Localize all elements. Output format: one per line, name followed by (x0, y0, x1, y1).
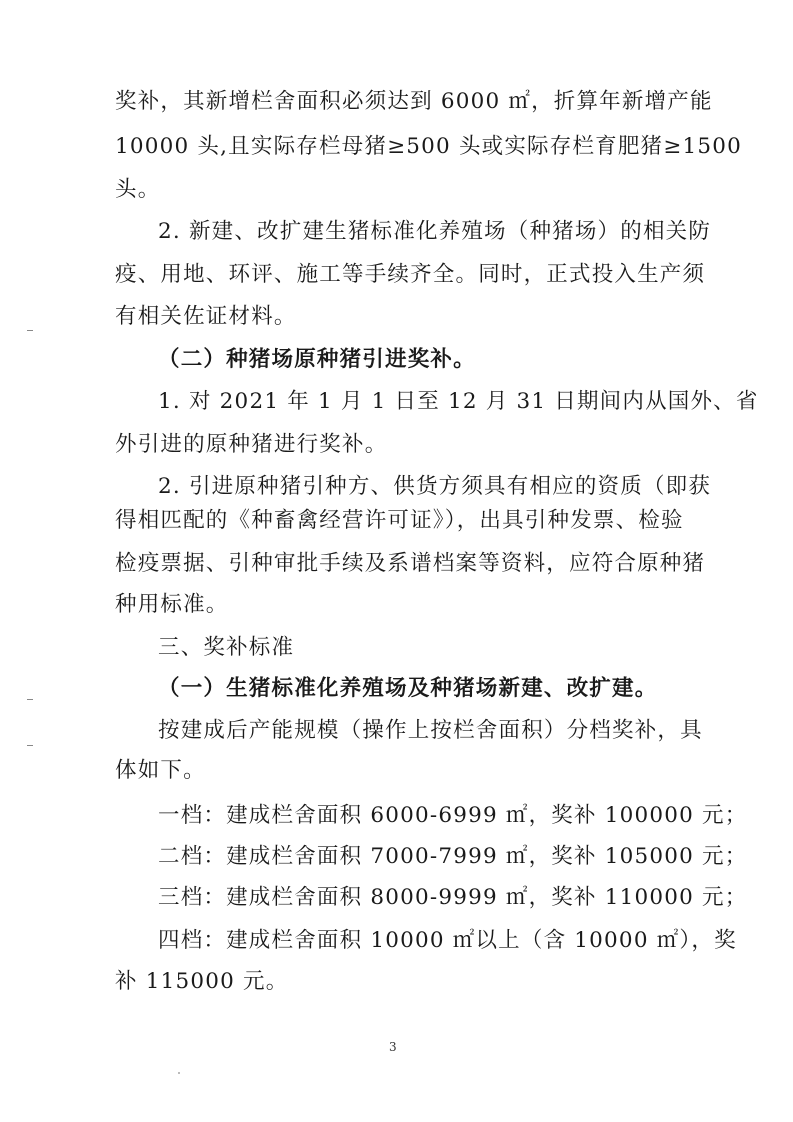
text-line: 按建成后产能规模（操作上按栏舍面积）分档奖补，具 (158, 718, 703, 743)
margin-mark (27, 330, 33, 331)
tier-line: 一档：建成栏舍面积 6000-6999 ㎡，奖补 100000 元； (158, 803, 748, 828)
page-number: 3 (389, 1040, 397, 1054)
scan-speck (178, 1072, 180, 1074)
text-line: 外引进的原种猪进行奖补。 (115, 432, 388, 457)
text-line: 1. 对 2021 年 1 月 1 日至 12 月 31 日期间内从国外、省 (158, 389, 759, 414)
margin-mark (27, 745, 33, 746)
section-subheading: （二）种猪场原种猪引进奖补。 (158, 347, 476, 372)
text-line: 检疫票据、引种审批手续及系谱档案等资料，应符合原种猪 (115, 551, 706, 576)
text-line: 奖补，其新增栏舍面积必须达到 6000 ㎡，折算年新增产能 (115, 89, 713, 114)
margin-mark (27, 699, 33, 700)
text-line: 有相关佐证材料。 (115, 304, 297, 329)
text-line: 体如下。 (115, 758, 206, 783)
section-heading: 三、奖补标准 (158, 635, 295, 660)
text-line: 四档：建成栏舍面积 10000 ㎡以上（含 10000 ㎡），奖 (158, 928, 737, 953)
section-subheading: （一）生猪标准化养殖场及种猪场新建、改扩建。 (158, 676, 658, 701)
tier-line: 三档：建成栏舍面积 8000-9999 ㎡，奖补 110000 元； (158, 885, 748, 910)
tier-line: 二档：建成栏舍面积 7000-7999 ㎡，奖补 105000 元； (158, 844, 748, 869)
text-line: 疫、用地、环评、施工等手续齐全。同时，正式投入生产须 (115, 262, 706, 287)
text-line: 10000 头,且实际存栏母猪≥500 头或实际存栏育肥猪≥1500 (115, 134, 742, 159)
text-line: 2. 新建、改扩建生猪标准化养殖场（种猪场）的相关防 (158, 219, 712, 244)
text-line: 2. 引进原种猪引种方、供货方须具有相应的资质（即获 (158, 474, 712, 499)
text-line: 种用标准。 (115, 592, 229, 617)
text-line: 补 115000 元。 (115, 969, 289, 994)
text-line: 得相匹配的《种畜禽经营许可证》），出具引种发票、检验 (115, 508, 684, 533)
text-line: 头。 (115, 177, 161, 202)
